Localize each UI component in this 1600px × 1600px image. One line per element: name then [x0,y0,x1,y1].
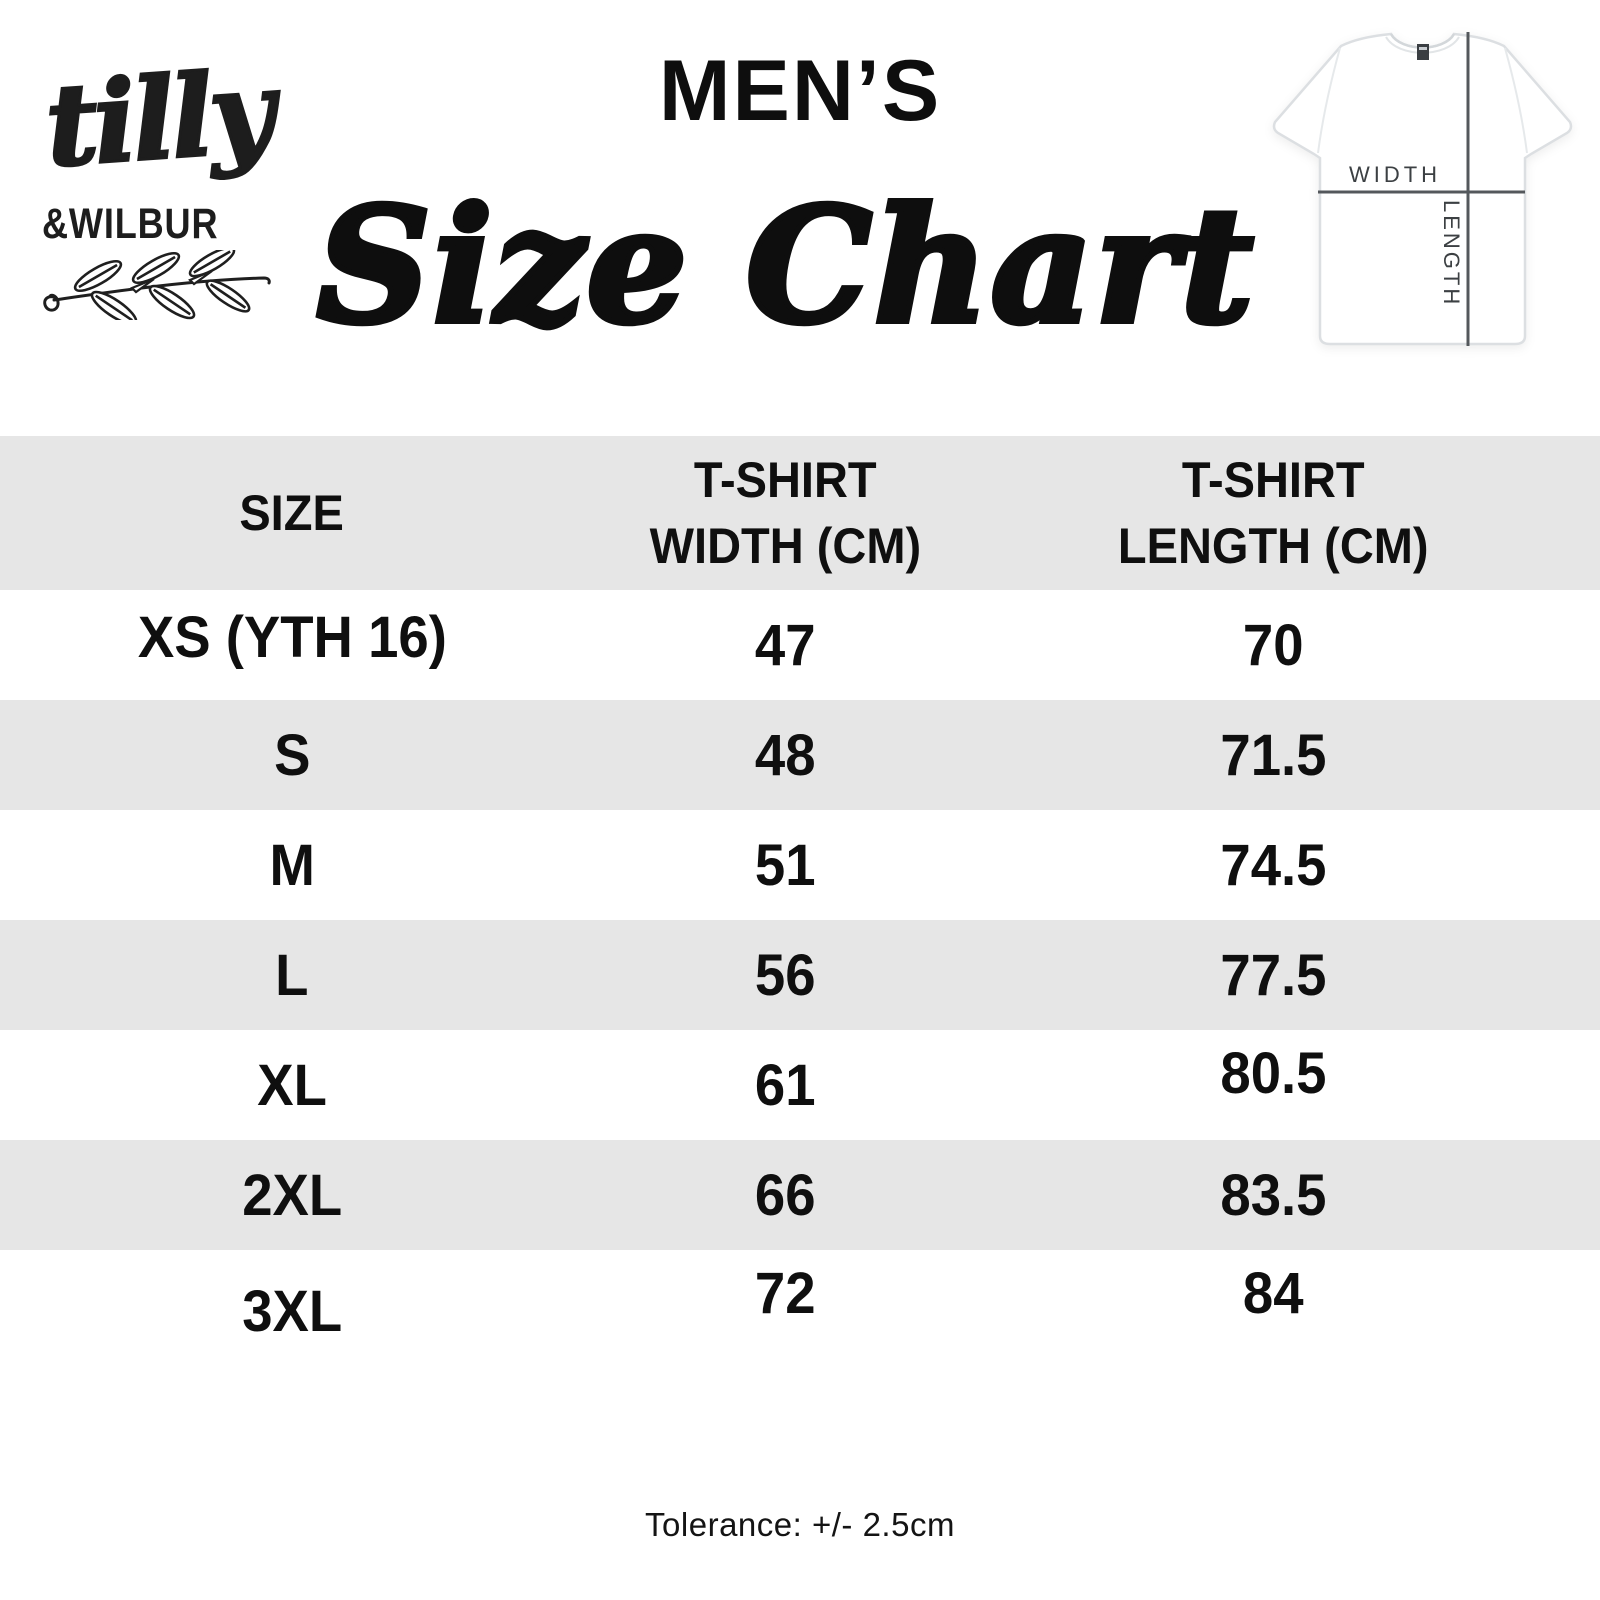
width-cell: 48 [754,722,816,788]
tshirt-measurement-diagram [1248,22,1584,358]
size-table [0,436,1600,1360]
length-cell: 84 [1242,1260,1304,1326]
size-table-body [0,590,1600,1360]
width-cell: 72 [754,1260,816,1326]
width-label: WIDTH [1348,162,1442,187]
length-label: LENGTH [1439,200,1464,308]
length-cell: 77.5 [1219,942,1327,1008]
size-cell: 3XL [242,1278,342,1344]
length-cell: 70 [1242,612,1304,678]
length-cell: 74.5 [1219,832,1327,898]
tshirt-shape [1274,34,1571,344]
size-cell: 2XL [242,1162,342,1228]
header-size: SIZE [239,485,345,541]
brand-name-script: tilly [41,46,275,193]
page-title: Size Chart [316,174,1256,359]
width-cell: 66 [754,1162,816,1228]
header-width: T-SHIRT WIDTH (CM) [649,452,921,574]
table-row [0,810,1600,920]
table-row [0,1140,1600,1250]
size-cell: XL [257,1052,327,1118]
size-cell: M [269,832,315,898]
length-cell: 71.5 [1219,722,1327,788]
tolerance-note: Tolerance: +/- 2.5cm [645,1506,955,1543]
table-header-row [0,436,1600,590]
size-cell: XS (YTH 16) [137,604,447,670]
table-row [0,590,1600,700]
neck-label [1417,44,1429,60]
table-row [0,700,1600,810]
header-length: T-SHIRT LENGTH (CM) [1117,452,1429,574]
size-cell: L [275,942,309,1008]
table-row [0,1250,1600,1360]
table-row [0,920,1600,1030]
width-cell: 61 [754,1052,816,1118]
size-cell: S [273,722,311,788]
table-row [0,1030,1600,1140]
length-cell: 83.5 [1219,1162,1327,1228]
category-title: MEN’S [658,43,942,139]
length-cell: 80.5 [1219,1040,1327,1106]
brand-name-caps: &WILBUR [42,200,219,248]
width-cell: 56 [754,942,816,1008]
width-cell: 51 [754,832,816,898]
width-cell: 47 [754,612,816,678]
